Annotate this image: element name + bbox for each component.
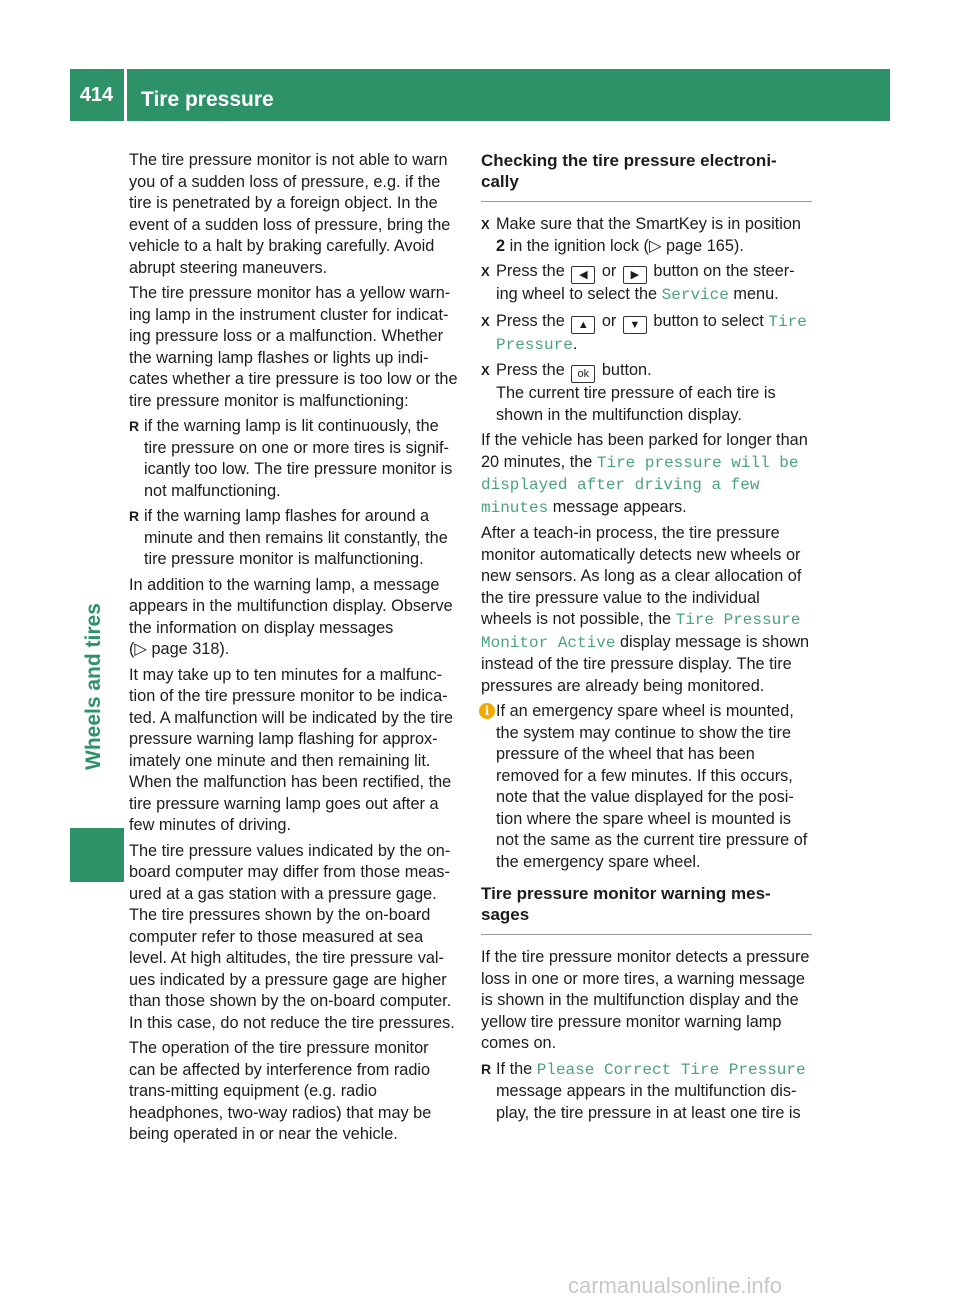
left-arrow-key-icon: ◀ xyxy=(571,266,595,284)
page-number: 414 xyxy=(79,84,114,106)
step-text: button on the steer-ing wheel to select the xyxy=(496,262,795,303)
paragraph: The operation of the tire pressure monitor can be affected by interference from radio trans-mitting equipment (e.g. radio headphones, two-way radios) that may be being operated in or near the vehicle. xyxy=(129,1039,432,1143)
right-column xyxy=(481,150,812,1124)
step-text: Press the xyxy=(496,262,565,280)
bullet-text: message appears in the multifunction dis-play, the tire pressure in at least one tire is xyxy=(496,1082,801,1122)
step-text: . xyxy=(572,334,578,353)
heading-rule xyxy=(481,201,812,202)
step-text: in the ignition lock (▷ page 165). xyxy=(505,236,744,255)
step-marker: X xyxy=(481,363,490,378)
paragraph xyxy=(481,523,812,697)
bullet-text: if the warning lamp flashes for around a minute and then remains lit constantly, the tire pressure monitor is malfunctioning. xyxy=(144,507,448,568)
page-reference-link[interactable]: (▷ page 318). xyxy=(129,640,230,658)
info-note xyxy=(481,701,812,873)
watermark: carmanualsonline.info xyxy=(568,1273,783,1298)
paragraph-text: message appears. xyxy=(552,497,687,516)
paragraph xyxy=(481,430,812,519)
section-heading: Tire pressure monitor warning mes-sages xyxy=(481,884,771,924)
bullet-text: if the warning lamp is lit continuously, the tire pressure on one or more tires is signif-icantly too low. The tire pressure monitor is not malfunctioning. xyxy=(144,417,453,500)
list-item xyxy=(129,416,459,502)
paragraph: The tire pressure values indicated by the on-board computer may differ from those meas-ured at a gas station with a pressure gage. The tire pressures shown by the on-board computer refer to those measured at sea level. At high altitudes, the tire pressure val-ues indicated by a pressure gage are higher than those shown by the on-board computer. In this case, do not reduce the tire pressures. xyxy=(129,841,455,1032)
step-marker: X xyxy=(481,217,490,232)
header-divider xyxy=(124,69,127,121)
display-text: Tire Pressure Monitor Active xyxy=(481,611,801,652)
step-text: or xyxy=(601,262,617,280)
instruction-step xyxy=(481,261,812,307)
step-text: Press the xyxy=(496,361,565,379)
down-arrow-key-icon: ▼ xyxy=(623,316,647,334)
step-text: Press the xyxy=(496,311,565,330)
paragraph: If the tire pressure monitor detects a pressure loss in one or more tires, a warning message is shown in the multifunction display and the yellow tire pressure monitor warning lamp comes on. xyxy=(481,948,810,1052)
heading-rule xyxy=(481,934,812,935)
display-text: Service xyxy=(661,286,729,304)
display-text: Please Correct Tire Pressure xyxy=(536,1060,806,1079)
paragraph: The tire pressure monitor is not able to warn you of a sudden loss of pressure, e.g. if the tire is penetrated by a foreign object. In the event of a sudden loss of pressure, bring the vehicle to a halt by braking carefully. Avoid abrupt steering maneuvers. xyxy=(129,151,451,277)
paragraph xyxy=(129,575,459,661)
bullet-marker: R xyxy=(481,1060,492,1077)
info-text: If an emergency spare wheel is mounted, the system may continue to show the tire pressure of the wheel that has been removed for a few minutes. If this occurs, note that the value displayed for the posi-tion where the spare wheel is mounted is not the same as the current tire pressure of the emergency spare wheel. xyxy=(496,702,808,871)
paragraph-text: display message is shown instead of the tire pressure display. The tire pressures are already being monitored. xyxy=(481,632,810,695)
info-icon: i xyxy=(479,703,495,719)
step-result: The current tire pressure of each tire is shown in the multifunction display. xyxy=(496,384,776,424)
ok-key-icon: ok xyxy=(571,365,595,383)
bullet-marker: R xyxy=(129,418,140,434)
display-text: Tire pressure will be displayed after driving a few minutes xyxy=(481,453,799,517)
paragraph-text: In addition to the warning lamp, a message appears in the multifunction display. Observe the information on display messages xyxy=(129,575,453,637)
bullet-marker: R xyxy=(129,508,140,524)
up-arrow-key-icon: ▲ xyxy=(571,316,595,334)
step-text: or xyxy=(601,311,617,330)
page-title: Tire pressure xyxy=(141,88,274,111)
instruction-step xyxy=(481,214,812,257)
paragraph-text: If the vehicle has been parked for longer than 20 minutes, the xyxy=(481,431,808,471)
step-marker: X xyxy=(481,313,490,329)
step-marker: X xyxy=(481,264,490,279)
section-heading: Checking the tire pressure electroni-cally xyxy=(481,151,777,191)
paragraph: The tire pressure monitor has a yellow warn-ing lamp in the instrument cluster for indicat-ing pressure loss or a malfunction. Whether the warning lamp flashes or lights up indi-cates whether a tire pressure is too low or the tire pressure monitor is malfunctioning: xyxy=(129,284,458,410)
step-text: button. xyxy=(601,361,652,379)
step-text: menu. xyxy=(733,285,779,303)
instruction-step xyxy=(481,360,812,426)
side-tab-marker xyxy=(70,828,124,882)
step-text: Make sure that the SmartKey is in position xyxy=(496,215,801,233)
list-item xyxy=(481,1059,812,1125)
paragraph: It may take up to ten minutes for a malfunc-tion of the tire pressure monitor to be indica-ted. A malfunction will be indicated by the tire pressure warning lamp flashing for approx-imately one minute and then remaining lit. xyxy=(129,665,454,770)
left-column xyxy=(129,150,459,1146)
bullet-text: If the xyxy=(496,1059,533,1078)
display-text: Tire Pressure xyxy=(496,312,807,354)
instruction-step xyxy=(481,311,812,357)
side-tab-label: Wheels and tires xyxy=(82,603,105,770)
paragraph-text: After a teach-in process, the tire pressure monitor automatically detects new wheels or new sensors. As long as a clear allocation of the tire pressure value to the individual wheels is not possible, the xyxy=(481,524,802,628)
list-item xyxy=(129,506,459,571)
position-number: 2 xyxy=(496,236,506,255)
right-arrow-key-icon: ▶ xyxy=(623,266,647,284)
step-text: button to select xyxy=(653,311,764,330)
paragraph: When the malfunction has been rectified, the tire pressure warning lamp goes out after a few minutes of driving. xyxy=(129,773,452,834)
